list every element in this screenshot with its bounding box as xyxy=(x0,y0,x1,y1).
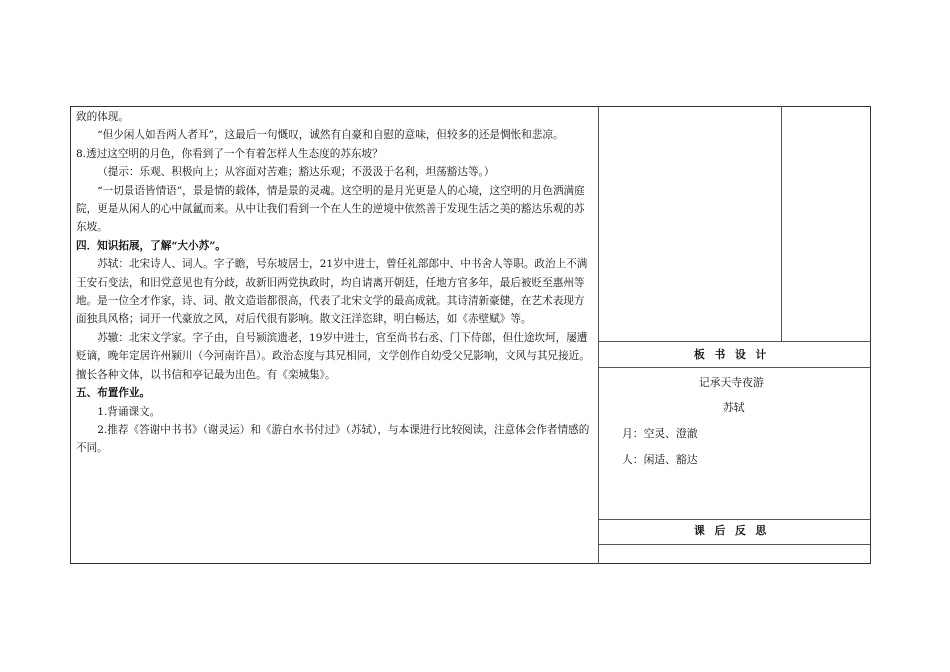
hint: （提示：乐观、积极向上；从容面对苦难；豁达乐观；不汲汲于名利，坦荡豁达等。） xyxy=(97,166,495,179)
section-heading: 五、布置作业。 xyxy=(76,387,151,400)
board-line-author: 苏轼 xyxy=(723,401,745,414)
reflection-title: 课后反思 xyxy=(693,524,777,537)
section-heading: 四．知识拓展，了解“大小苏”。 xyxy=(76,239,226,252)
lesson-content xyxy=(76,108,592,458)
assignment-item: 2.推荐《答谢中书书》（谢灵运）和《游白水书付过》（苏轼），与本课进行比较阅读，注意体会作者情感的不同。 xyxy=(76,423,590,455)
question: 8.透过这空明的月色，你看到了一个有着怎样人生态度的苏东坡？ xyxy=(76,147,383,160)
assignment-item: 1.背诵课文。 xyxy=(97,405,161,418)
paragraph: 苏轼：北宋诗人、词人。字子瞻，号东坡居士，21岁中进士，曾任礼部郎中、中书舍人等职。政治上不满王安石变法，和旧党意见也有分歧，故新旧两党执政时，均自请离开朝廷，任地方官多年，最后被贬至惠州等地。是一位全才作家，诗、词、散文造诣都很高，代表了北宋文学的最高成就。其诗清新豪健，在艺术表现方面独具风格；词开一代豪放之风，对后代很有影响。散文汪洋恣肆，明白畅达，如《赤壁赋》等。 xyxy=(76,258,588,326)
paragraph: 苏辙：北宋文学家。字子由，自号颍滨遗老，19岁中进士，官至尚书右丞、门下侍郎，但仕途坎坷，屡遭贬谪，晚年定居许州颍川（今河南许昌）。政治态度与其兄相同，文学创作自幼受父兄影响，文风与其兄接近。擅长各种文体，以书信和亭记最为出色。有《栾城集》。 xyxy=(76,331,590,381)
board-header-divider xyxy=(598,367,871,368)
reflection-header-divider xyxy=(598,544,871,545)
column-divider xyxy=(598,106,599,564)
paragraph: “但少闲人如吾两人者耳”，这最后一句慨叹，诚然有自豪和自慰的意味，但较多的还是惆怅和悲凉。 xyxy=(97,129,564,142)
reflection-top-divider xyxy=(598,519,871,520)
board-line-moon: 月：空灵、澄澈 xyxy=(622,427,698,440)
board-line-people: 人：闲适、豁达 xyxy=(622,453,698,466)
board-design-title: 板书设计 xyxy=(693,348,777,361)
board-line-title: 记承天寺夜游 xyxy=(699,376,764,389)
right-column-divider xyxy=(781,106,782,341)
board-top-divider xyxy=(598,341,871,342)
paragraph: “一切景语皆情语”，景是情的载体，情是景的灵魂。这空明的是月光更是人的心境，这空明的月色洒满庭院，更是从闲人的心中氤氲而来。从中让我们看到一个在人生的逆境中依然善于发现生活之美的豁达乐观的苏东坡。 xyxy=(76,184,585,234)
paragraph: 致的体现。 xyxy=(76,111,129,123)
